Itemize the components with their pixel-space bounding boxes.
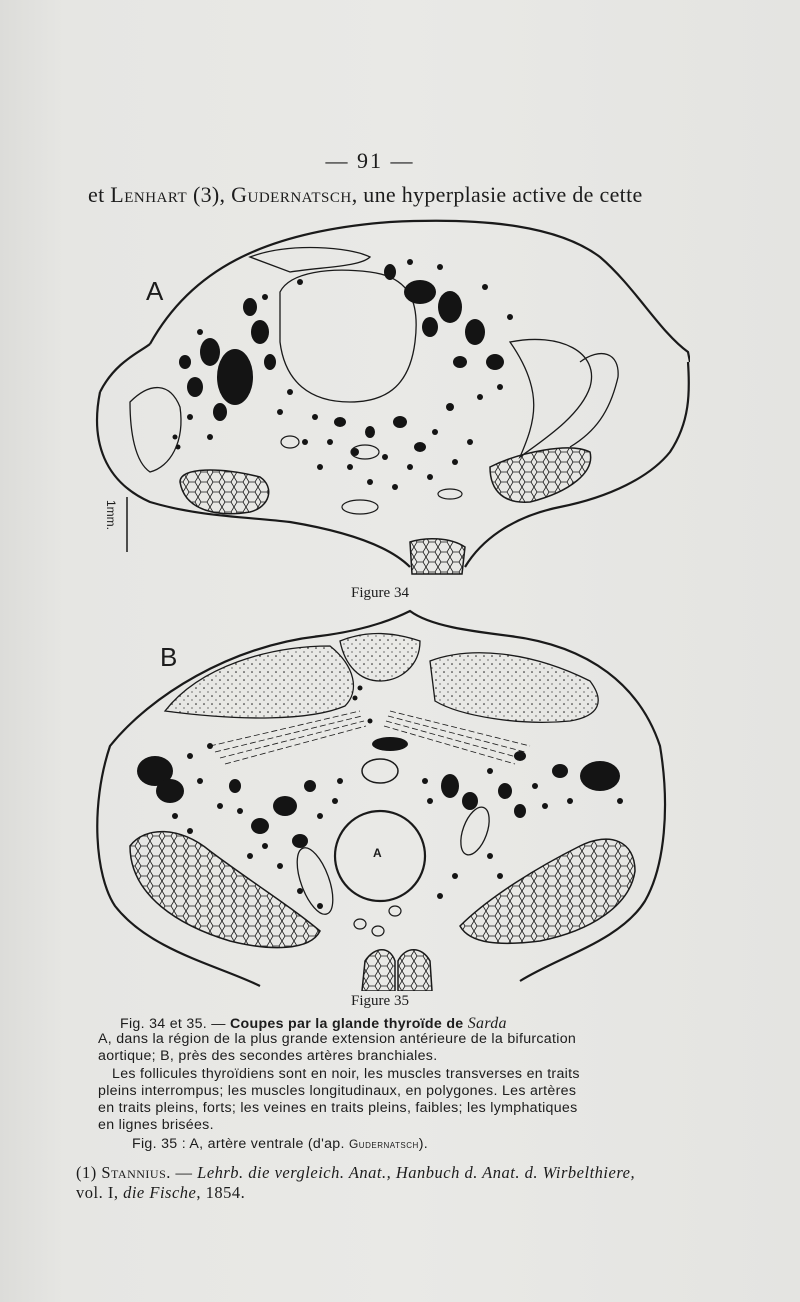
caption-line <box>132 1136 724 1153</box>
inner-cavity <box>280 270 416 402</box>
body-outline-left <box>100 344 150 392</box>
scale-label: 1mm. <box>104 500 118 530</box>
footnote-line <box>76 1182 716 1203</box>
footnote-marker: (1) <box>76 1163 102 1182</box>
caption-line: A, dans la région de la plus grande extension antérieure de la bifurcation <box>98 1031 577 1047</box>
text-fragment: , 1854. <box>196 1183 246 1202</box>
muscle-left <box>130 832 320 948</box>
author-name: Stannius <box>101 1163 167 1182</box>
caption-line: Les follicules thyroïdiens sont en noir, les muscles transverses en traits <box>112 1066 580 1082</box>
species-name: Sarda <box>467 1015 507 1032</box>
text-fragment: vol. I, <box>76 1183 124 1202</box>
figure-label: Figure 35 <box>351 993 409 1009</box>
footnote-line <box>76 1162 716 1183</box>
text-fragment: (3), <box>187 182 232 207</box>
text-fragment: . — <box>166 1163 198 1182</box>
caption-line: aortique; B, près des secondes artères branchiales. <box>98 1048 438 1064</box>
page-number: — 91 — <box>325 148 415 173</box>
figure-34-drawing <box>90 212 690 582</box>
muscle-bottom <box>410 539 465 574</box>
muscle-right <box>490 448 591 502</box>
author-name: Gudernatsch <box>348 1137 419 1151</box>
dorsal-right <box>430 653 598 722</box>
caption-line: en lignes brisées. <box>98 1117 214 1133</box>
author-name: Gudernatsch <box>231 182 352 207</box>
caption-line: pleins interrompus; les muscles longitudinaux, en polygones. Les artères <box>98 1083 577 1099</box>
figure-label: Figure 34 <box>351 585 409 601</box>
reference-title: Lehrb. die vergleich. Anat., Hanbuch d. Anat. d. Wirbelthiere, <box>197 1163 636 1182</box>
body-text-line <box>88 182 698 208</box>
caption-title: Coupes par la glande thyroïde de <box>229 1016 468 1032</box>
figure-letter: A <box>146 276 164 306</box>
thyroid-follicles <box>179 264 504 452</box>
figure-35-drawing <box>90 606 690 991</box>
text-fragment: , une hyperplasie active de cette <box>351 182 643 207</box>
author-name: Lenhart <box>110 182 188 207</box>
muscle-left <box>180 470 269 514</box>
caption-line: en traits pleins, forts; les veines en traits pleins, faibles; les lymphatiques <box>98 1100 578 1116</box>
muscle-bottom-right <box>398 950 432 991</box>
text-fragment: Fig. 35 : A, artère ventrale (d'ap. <box>132 1136 349 1152</box>
artery-label: A <box>373 846 382 860</box>
muscle-right <box>460 839 635 943</box>
text-fragment: Fig. 34 et 35. — <box>120 1016 230 1032</box>
figure-letter: B <box>160 642 178 672</box>
muscle-bottom-left <box>362 950 395 991</box>
text-fragment: et <box>88 182 111 207</box>
text-fragment: ). <box>418 1136 429 1152</box>
dorsal-left <box>165 646 353 718</box>
reference-title: die Fische <box>123 1183 197 1202</box>
